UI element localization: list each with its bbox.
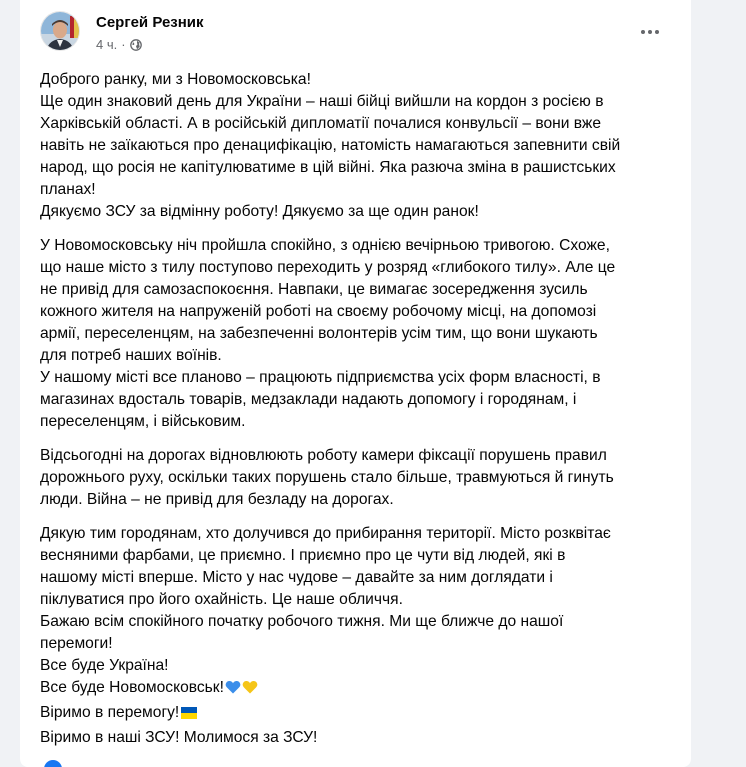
text-line: Бажаю всім спокійного початку робочого тижня. Ми ще ближче до нашої bbox=[40, 613, 564, 630]
text-line: кожного жителя на напруженій роботі на своєму робочому місці, на допомозі bbox=[40, 303, 597, 320]
more-horizontal-icon bbox=[641, 30, 659, 34]
globe-icon[interactable] bbox=[130, 39, 142, 51]
text-line: армії, переселенцям, на забезпеченні волонтерів усім тим, що вони шукають bbox=[40, 325, 598, 342]
text-line: перемоги! bbox=[40, 635, 113, 652]
author-name[interactable]: Сергей Резник bbox=[96, 14, 204, 31]
text-line: що наше місто з тилу поступово переходить у розряд «глибокого тилу». Але це bbox=[40, 259, 616, 276]
text-line: народ, що росія не капітулюватиме в цій війні. Яка разюча зміна в рашистських bbox=[40, 159, 616, 176]
post-time[interactable]: 4 ч. bbox=[96, 37, 118, 52]
text-line: У нашому місті все планово – працюють підприємства усіх форм власності, в bbox=[40, 369, 601, 386]
closing-line-flag bbox=[40, 702, 680, 727]
like-reaction-icon[interactable] bbox=[44, 760, 62, 767]
text-line: Віримо в наші ЗСУ! Молимося за ЗСУ! bbox=[40, 729, 318, 746]
text-line: Дякую тим городянам, хто долучився до прибирання території. Місто розквітає bbox=[40, 525, 611, 542]
text-line: Ще один знаковий день для України – наші бійці вийшли на кордон з росією в bbox=[40, 93, 604, 110]
text-line: Відсьогодні на дорогах відновлюють роботу камери фіксації порушень правил bbox=[40, 447, 607, 464]
text-line: люди. Війна – не привід для безладу на дорогах. bbox=[40, 491, 394, 508]
paragraph-2 bbox=[40, 235, 680, 433]
text-line: У Новомосковську ніч пройшла спокійно, з однією вечірньою тривогою. Схоже, bbox=[40, 237, 610, 254]
text-line: планах! bbox=[40, 181, 96, 198]
text-line: не привід для самозаспокоєння. Навпаки, це вимагає зосередження зусиль bbox=[40, 281, 588, 298]
text-line: Доброго ранку, ми з Новомосковська! bbox=[40, 71, 311, 88]
text-line: навіть не заїкаються про денацифікацію, натомість намагаються запевнити свій bbox=[40, 137, 621, 154]
blue-heart-emoji bbox=[225, 679, 241, 702]
paragraph-4 bbox=[40, 523, 680, 749]
text-line: Харківській області. А в російській дипломатії почалися конвульсії – вони вже bbox=[40, 115, 602, 132]
text-line: піклуватися про його охайність. Це наше обличчя. bbox=[40, 591, 403, 608]
author-avatar[interactable] bbox=[40, 11, 80, 51]
text-line: нашому місті вперше. Місто у нас чудове – давайте за ним доглядати і bbox=[40, 569, 553, 586]
paragraph-3 bbox=[40, 445, 680, 511]
text-line: Все буде Новомосковськ! bbox=[40, 679, 224, 696]
ukraine-flag-emoji bbox=[180, 705, 198, 727]
text-line: магазинах вдосталь товарів, медзаклади надають допомогу і городянам, і bbox=[40, 391, 577, 408]
text-line: Все буде Україна! bbox=[40, 657, 169, 674]
text-line: переселенцям, і військовим. bbox=[40, 413, 246, 430]
text-line: Віримо в перемогу! bbox=[40, 704, 180, 721]
post-header bbox=[20, 0, 691, 64]
text-line: для потреб наших воїнів. bbox=[40, 347, 222, 364]
text-line: Дякуємо ЗСУ за відмінну роботу! Дякуємо за ще один ранок! bbox=[40, 203, 479, 220]
meta-separator: · bbox=[121, 37, 126, 52]
text-line: весняними фарбами, це приємно. І приємно про це чути від людей, які в bbox=[40, 547, 566, 564]
closing-line-hearts bbox=[40, 677, 680, 702]
avatar-image bbox=[41, 12, 80, 51]
yellow-heart-emoji bbox=[242, 679, 258, 702]
post-message bbox=[40, 69, 680, 749]
text-line: дорожнього руху, оскільки таких порушень стало більше, травмуються й гинуть bbox=[40, 469, 614, 486]
post-options-button[interactable] bbox=[632, 14, 668, 50]
paragraph-1 bbox=[40, 69, 680, 223]
post-card bbox=[20, 0, 691, 767]
post-meta bbox=[96, 37, 142, 53]
